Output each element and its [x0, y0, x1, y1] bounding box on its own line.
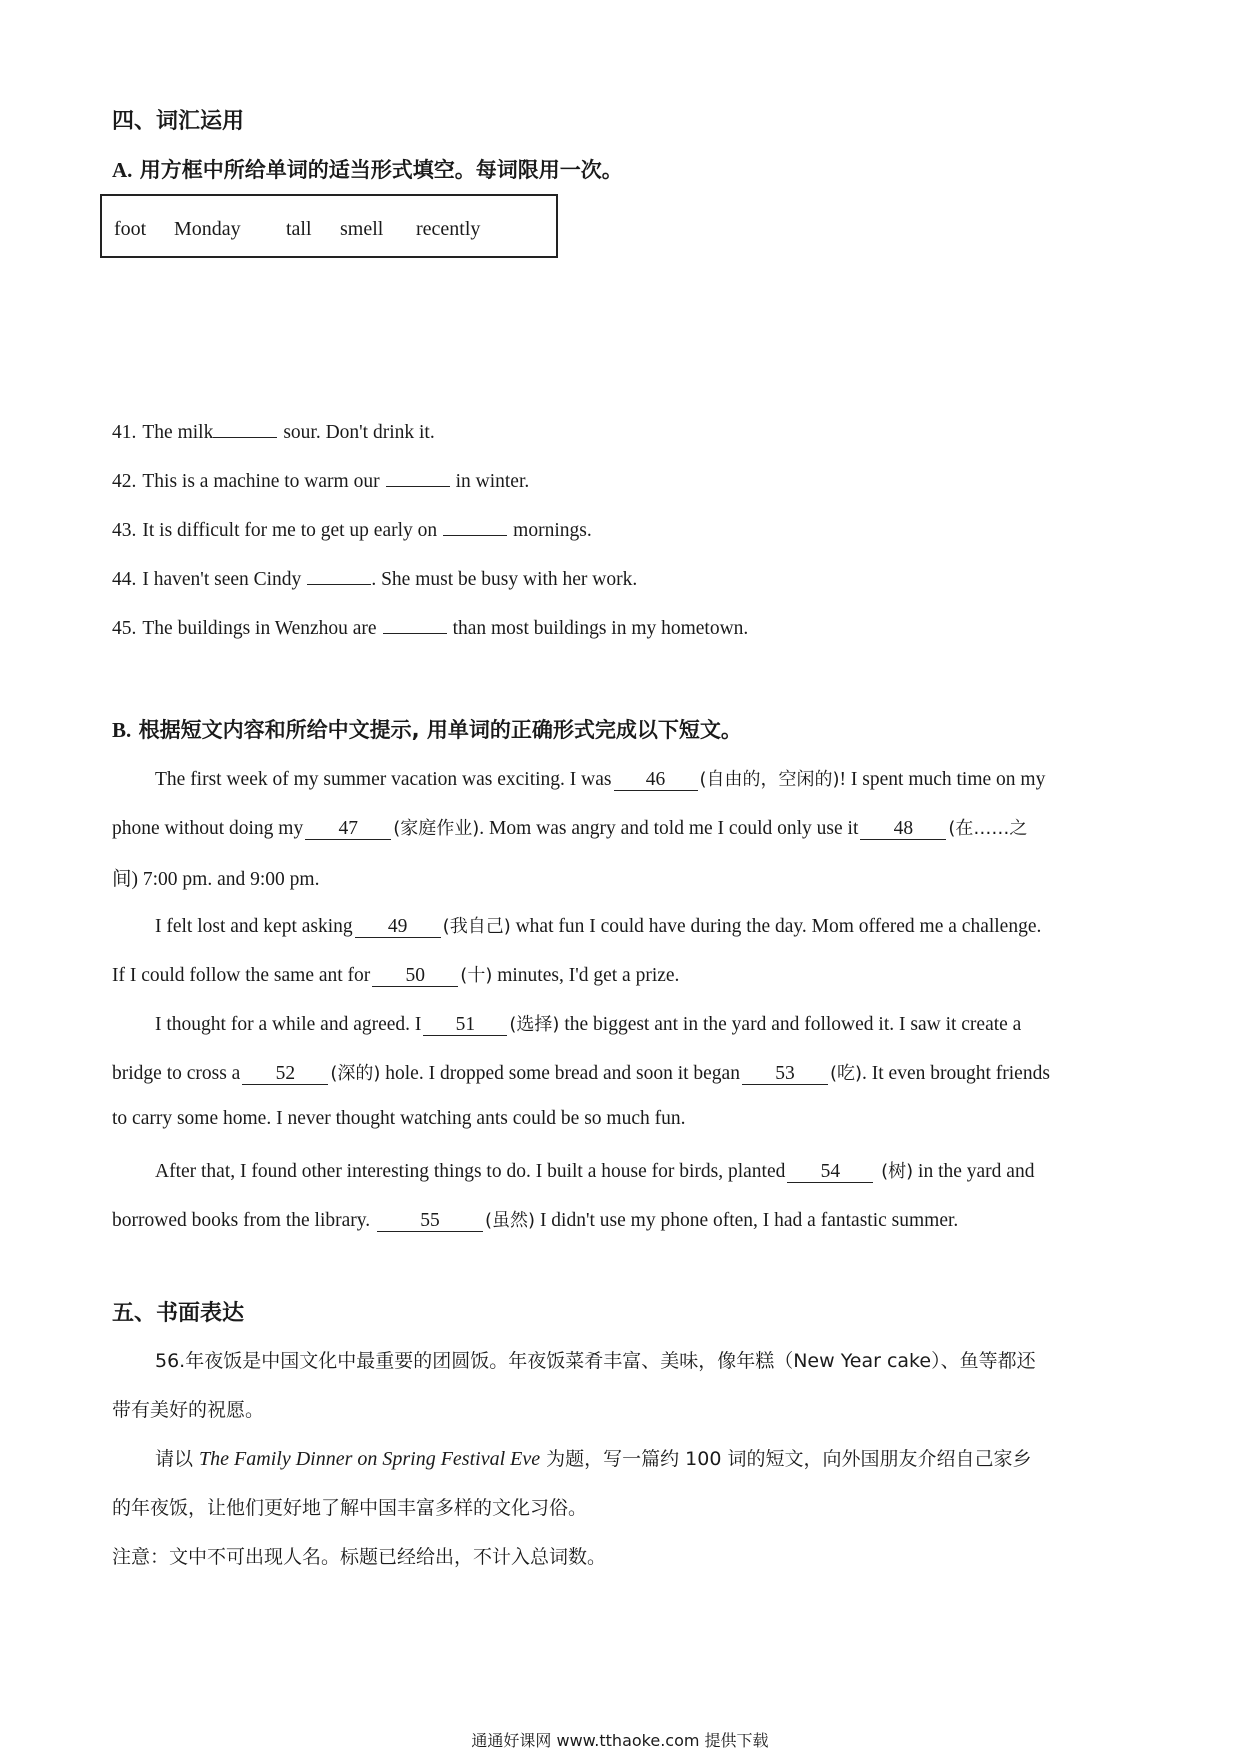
question-text: sour. Don't drink it.	[283, 422, 435, 443]
question-41	[112, 420, 435, 444]
passage-text: The first week of my summer vacation was exciting. I was	[155, 769, 612, 790]
essay-text: 为题，写一篇约 100 词的短文，向外国朋友介绍自己家乡	[540, 1448, 1032, 1470]
question-text: mornings.	[513, 520, 592, 541]
part-a-heading	[112, 154, 623, 184]
passage-text: bridge to cross a	[112, 1063, 241, 1084]
word-box-item: foot	[114, 218, 147, 240]
answer-blank[interactable]	[213, 420, 277, 438]
answer-blank[interactable]	[386, 469, 450, 487]
passage-text: I felt lost and kept asking	[155, 916, 353, 937]
passage-line	[112, 1059, 1050, 1085]
passage-text: what fun I could have during the day. Mom offered me a challenge.	[510, 916, 1042, 937]
passage-text: minutes, I'd get a prize.	[492, 965, 680, 986]
passage-text: I thought for a while and agreed. I	[155, 1014, 422, 1035]
blank-50[interactable]: 50	[372, 966, 458, 987]
question-42	[112, 469, 529, 493]
word-box-item: smell	[340, 218, 384, 240]
chinese-hint: (我自己)	[442, 916, 511, 937]
blank-47[interactable]: 47	[305, 819, 391, 840]
passage-line	[155, 1010, 1021, 1036]
word-box	[100, 194, 558, 258]
essay-title: The Family Dinner on Spring Festival Eve	[199, 1448, 541, 1470]
question-44	[112, 567, 637, 591]
question-number: 41.	[112, 422, 137, 443]
question-number: 43.	[112, 520, 137, 541]
answer-blank[interactable]	[307, 567, 371, 585]
passage-text: 间) 7:00 pm. and 9:00 pm.	[112, 869, 320, 890]
question-number: 44.	[112, 569, 137, 590]
passage-line	[155, 765, 1045, 791]
blank-51[interactable]: 51	[423, 1015, 507, 1036]
part-b-label: B.	[112, 718, 132, 742]
part-a-label: A.	[112, 158, 133, 182]
blank-53[interactable]: 53	[742, 1064, 828, 1085]
blank-54[interactable]: 54	[787, 1162, 873, 1183]
question-text: This is a machine to warm our	[142, 471, 380, 492]
chinese-hint: (自由的，空闲的)	[699, 769, 840, 790]
passage-text: to carry some home. I never thought watching ants could be so much fun.	[112, 1108, 686, 1129]
chinese-hint: (家庭作业)	[393, 818, 480, 839]
blank-52[interactable]: 52	[242, 1064, 328, 1085]
passage-line	[112, 863, 319, 891]
blank-48[interactable]: 48	[860, 819, 946, 840]
word-box-item: recently	[416, 218, 481, 240]
passage-line	[112, 1108, 685, 1130]
essay-prompt-line: 56.年夜饭是中国文化中最重要的团圆饭。年夜饭菜肴丰富、美味，像年糕（New Year cake）、鱼等都还	[155, 1350, 1036, 1372]
question-text: . She must be busy with her work.	[371, 569, 638, 590]
question-number: 45.	[112, 618, 137, 639]
essay-note: 注意：文中不可出现人名。标题已经给出，不计入总词数。	[112, 1546, 607, 1568]
passage-text: After that, I found other interesting things to do. I built a house for birds, planted	[155, 1161, 786, 1182]
blank-55[interactable]: 55	[377, 1211, 483, 1232]
part-a-instruction: 用方框中所给单词的适当形式填空。每词限用一次。	[132, 158, 623, 182]
part-b-instruction: 根据短文内容和所给中文提示, 用单词的正确形式完成以下短文。	[131, 718, 742, 742]
page-footer: 通通好课网 www.tthaoke.com 提供下载	[471, 1731, 769, 1750]
chinese-hint: (十)	[460, 965, 493, 986]
answer-blank[interactable]	[443, 518, 507, 536]
chinese-hint: (吃)	[829, 1063, 863, 1084]
essay-instruction-line: 的年夜饭，让他们更好地了解中国丰富多样的文化习俗。	[112, 1497, 588, 1519]
essay-prompt-line: 带有美好的祝愿。	[112, 1399, 265, 1421]
blank-46[interactable]: 46	[614, 770, 698, 791]
passage-text: in the yard and	[913, 1161, 1035, 1182]
answer-blank[interactable]	[383, 616, 447, 634]
passage-text: phone without doing my	[112, 818, 304, 839]
word-box-item: Monday	[174, 218, 241, 240]
blank-49[interactable]: 49	[355, 917, 441, 938]
section-5-title: 五、书面表达	[112, 1301, 245, 1326]
question-text: The buildings in Wenzhou are	[142, 618, 377, 639]
chinese-hint: (在……之	[948, 818, 1028, 839]
question-text: The milk	[142, 422, 214, 443]
question-43	[112, 518, 592, 542]
part-b-heading	[112, 714, 742, 744]
question-text: It is difficult for me to get up early on	[142, 520, 438, 541]
word-box-item: tall	[286, 218, 312, 240]
question-text: in winter.	[455, 471, 530, 492]
question-text: I haven't seen Cindy	[142, 569, 302, 590]
passage-text: the biggest ant in the yard and followed it. I saw it create a	[559, 1014, 1022, 1035]
question-number: 42.	[112, 471, 137, 492]
passage-text: I didn't use my phone often, I had a fantastic summer.	[535, 1210, 959, 1231]
passage-line	[112, 1206, 958, 1232]
essay-text: 请以	[155, 1448, 200, 1470]
question-text: than most buildings in my hometown.	[452, 618, 749, 639]
passage-text: hole. I dropped some bread and soon it began	[380, 1063, 740, 1084]
section-4-title: 四、词汇运用	[112, 109, 245, 134]
passage-line	[112, 814, 1027, 840]
passage-line	[112, 961, 679, 987]
passage-text: borrowed books from the library.	[112, 1210, 376, 1231]
passage-line	[155, 1157, 1034, 1183]
passage-text: . Mom was angry and told me I could only use it	[479, 818, 859, 839]
chinese-hint: (深的)	[330, 1063, 381, 1084]
chinese-hint: (选择)	[509, 1014, 560, 1035]
passage-line	[155, 912, 1041, 938]
chinese-hint: (树)	[875, 1161, 914, 1182]
chinese-hint: (虽然)	[485, 1210, 536, 1231]
passage-text: If I could follow the same ant for	[112, 965, 371, 986]
question-45	[112, 616, 748, 640]
essay-instruction-line	[155, 1444, 1031, 1471]
passage-text: ! I spent much time on my	[839, 769, 1046, 790]
passage-text: . It even brought friends	[862, 1063, 1050, 1084]
